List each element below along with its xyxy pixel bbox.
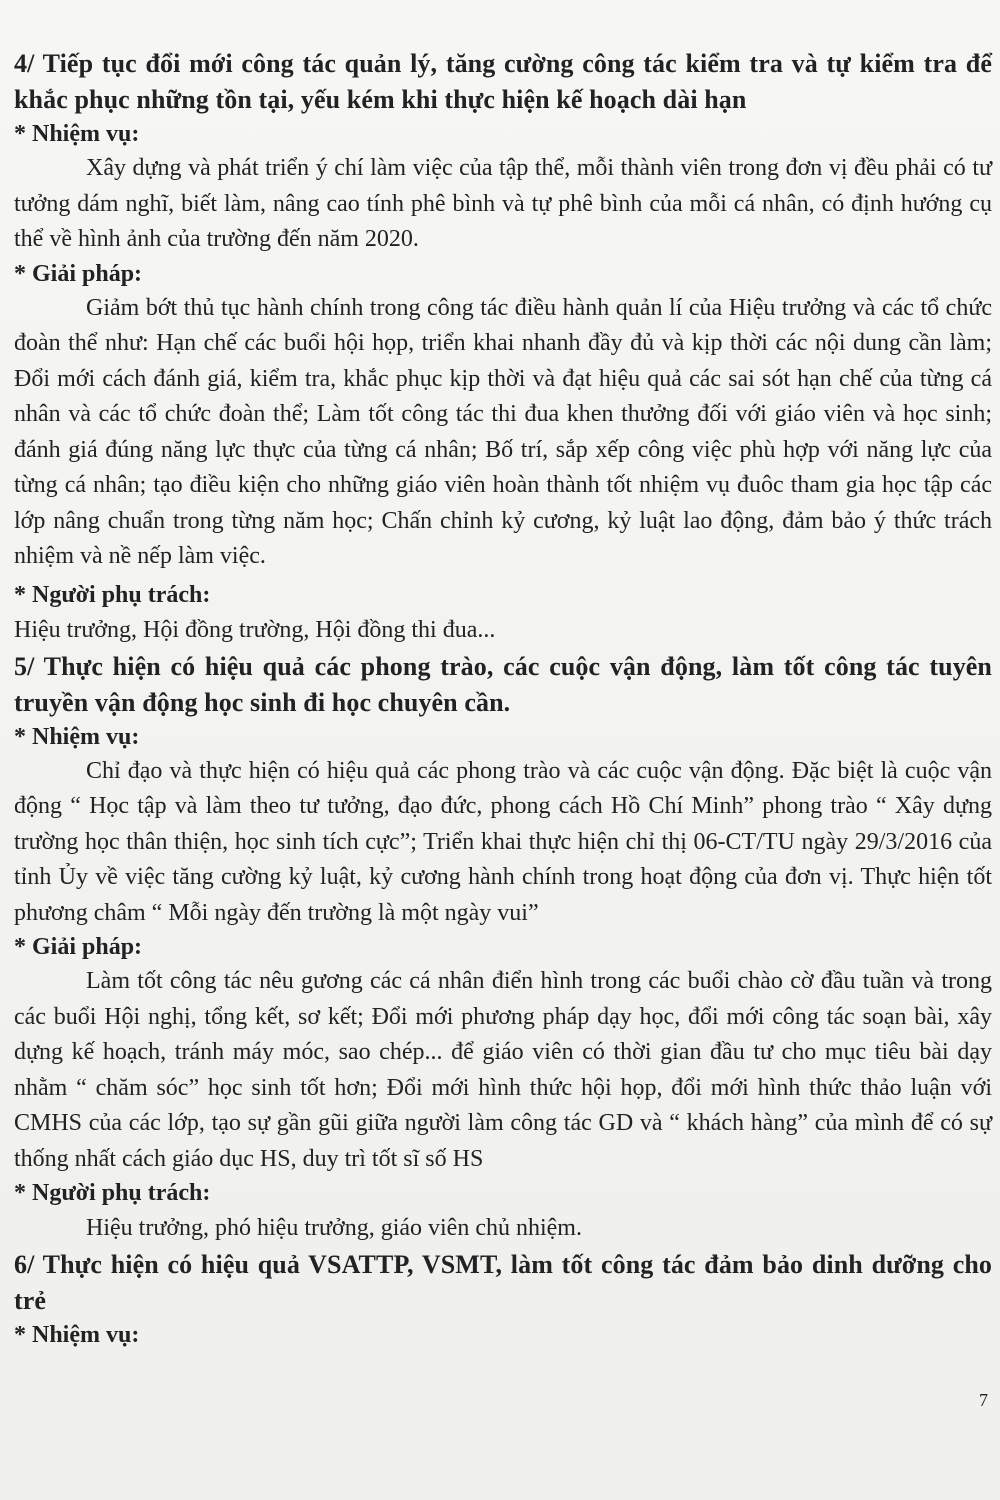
section-5-person-text: Hiệu trưởng, phó hiệu trưởng, giáo viên chủ nhiệm.	[86, 1215, 582, 1241]
section-5-solution-label: * Giải pháp:	[14, 934, 143, 960]
section-4-title: 4/ Tiếp tục đổi mới công tác quản lý, tăng cường công tác kiểm tra và tự kiểm tra để khắc phục những tồn tại, yếu kém khi thực hiện kế hoạch dài hạn	[14, 49, 992, 114]
section-4-solution-text: Giảm bớt thủ tục hành chính trong công tác điều hành quản lí của Hiệu trưởng và các tổ chức đoàn thể như: Hạn chế các buổi hội họp, triển khai nhanh đầy đủ và kịp thời các nội dung cần làm; Đổi mới cách đánh giá, kiểm tra, khắc phục kịp thời và đạt hiệu quả các sai sót hạn chế của từng cá nhân và các tổ chức đoàn thể; Làm tốt công tác thi đua khen thưởng đối với giáo viên và học sinh; đánh giá đúng năng lực thực của từng cá nhân; Bố trí, sắp xếp công việc phù hợp với năng lực của từng cá nhân; tạo điều kiện cho những giáo viên hoàn thành tốt nhiệm vụ đuôc tham gia học tập các lớp nâng chuẩn trong từng năm học; Chấn chỉnh kỷ cương, kỷ luật lao động, đảm bảo ý thức trách nhiệm và nề nếp làm việc.	[14, 294, 992, 569]
section-4-person-text: Hiệu trưởng, Hội đồng trường, Hội đồng thi đua...	[14, 616, 496, 643]
page-number: 7	[979, 1390, 988, 1410]
section-6-title: 6/ Thực hiện có hiệu quả VSATTP, VSMT, làm tốt công tác đảm bảo dinh dưỡng cho trẻ	[14, 1250, 992, 1315]
section-5-person-label: * Người phụ trách:	[14, 1180, 211, 1206]
section-6-task-label: * Nhiệm vụ:	[14, 1322, 140, 1348]
section-4-solution-label: * Giải pháp:	[14, 260, 143, 287]
section-4-person-label: * Người phụ trách:	[14, 581, 211, 608]
section-4-task-text: Xây dựng và phát triển ý chí làm việc của tập thể, mỗi thành viên trong đơn vị đều phải có tư tưởng dám nghĩ, biết làm, nâng cao tính phê bình và tự phê bình của mỗi cá nhân, có định hướng cụ thể về hình ảnh của trường đến năm 2020.	[14, 155, 992, 252]
section-4-task-label: * Nhiệm vụ:	[14, 121, 140, 147]
section-5-task-label: * Nhiệm vụ:	[14, 723, 140, 750]
section-5-solution-text: Làm tốt công tác nêu gương các cá nhân điển hình trong các buổi chào cờ đầu tuần và trong các buổi Hội nghị, tổng kết, sơ kết; Đổi mới phương pháp dạy học, đổi mới công tác soạn bài, xây dựng kế hoạch, tránh máy móc, sao chép... để giáo viên có thời gian đầu tư cho mục tiêu bài dạy nhằm “ chăm sóc” học sinh tốt hơn; Đổi mới hình thức hội họp, đổi mới hình thức thảo luận với CMHS của các lớp, tạo sự gần gũi giữa người làm công tác GD và “ khách hàng” của mình để có sự thống nhất cách giáo dục HS, duy trì tốt sĩ số HS	[14, 968, 992, 1172]
section-5-title: 5/ Thực hiện có hiệu quả các phong trào, các cuộc vận động, làm tốt công tác tuyên truyền vận động học sinh đi học chuyên cần.	[14, 651, 992, 717]
section-5-task-text: Chỉ đạo và thực hiện có hiệu quả các phong trào và các cuộc vận động. Đặc biệt là cuộc vận động “ Học tập và làm theo tư tưởng, đạo đức, phong cách Hồ Chí Minh” phong trào “ Xây dựng trường học thân thiện, học sinh tích cực”; Triển khai thực hiện chỉ thị 06-CT/TU ngày 29/3/2016 của tỉnh Ủy về việc tăng cường kỷ luật, kỷ cương hành chính trong hoạt động của đơn vị. Thực hiện tốt phương châm “ Mỗi ngày đến trường là một ngày vui”	[14, 757, 992, 926]
